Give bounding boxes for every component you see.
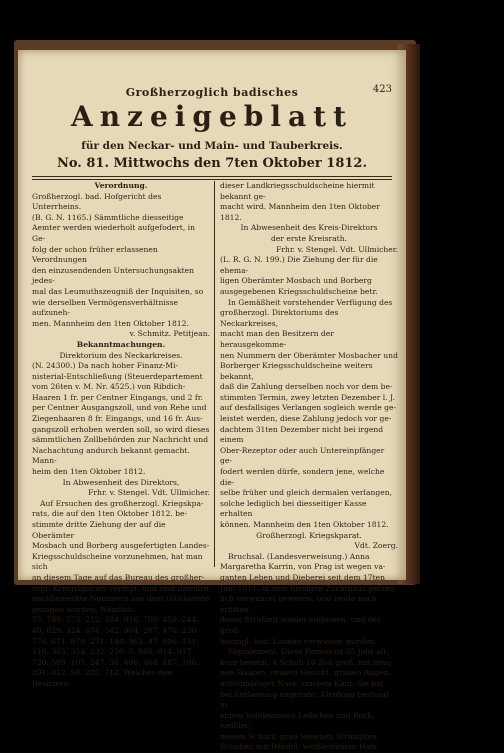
text-line: gezogen worden. Nämlich:	[32, 604, 136, 614]
text-line: mittelmäßiger Nase, rundem Kinn. Sie hat	[220, 678, 384, 688]
text-line: stimmte dritte Ziehung der auf die Oberämter	[32, 520, 166, 540]
text-line: In Gemäßheit vorstehender Verfügung des	[228, 297, 393, 307]
text-line: dener Strafzeit wieder entlassen, und der groß-	[220, 615, 381, 635]
text-line: können. Mannheim den 1ten Oktober 1812.	[220, 520, 389, 529]
text-line: heim den 1ten Oktober 1812.	[32, 467, 146, 477]
text-line: 75. 789. 573. 252. 384. 916. 700. 459. 244.	[32, 615, 199, 625]
text-line: nisterial-Entschließung (Steuerdepartement	[32, 371, 203, 381]
text-line: In Abwesenheit des Kreis-Direktors	[240, 223, 378, 233]
text-line: Juni 1811. in dem hiesigen Zuchthaus gefäng-	[220, 583, 398, 593]
text-line: dieser Landkriegsschuldscheine hiermit bekannt ge-	[220, 181, 375, 201]
text-line: kurz besetzt, 4 Schuh 10 Zoll groß, mit brau-	[220, 657, 394, 667]
text-line: macht man den Besitzern der herausgekomme-	[220, 329, 334, 349]
text-line: an diesem Tage auf das Bureau des großher-	[32, 572, 205, 582]
text-line: Frhr. v. Stengel. Vdt. Ullmicher.	[88, 488, 210, 498]
text-line: gangszoll erhoben werden soll, so wird dieses	[32, 424, 210, 434]
text-line: 720. 589. 107. 247. 36. 486. 468. 187. 196.	[32, 657, 199, 667]
column-divider	[214, 181, 215, 567]
text-line: daß die Zahlung derselben noch vor dem be-	[220, 382, 393, 392]
text-line: macht wird. Mannheim den 1ten Oktober 1812.	[220, 202, 380, 222]
text-line: Ziegenhaaren 8 fr. Eingangs, und 16 fr. Aus-	[32, 414, 203, 424]
text-line: folg der schon früher erlassenen Verordnungen	[32, 244, 158, 265]
text-line: rats, die auf den 1ten Oktober 1812. be-	[32, 509, 188, 519]
text-line: fodert werden dürfe, sondern jene, welche die-	[220, 467, 385, 487]
text-line: (B. G. N. 1165.) Sämmtliche diesseitige	[32, 212, 184, 222]
header-rule	[32, 176, 392, 177]
text-line: 891. 412. 58. 205. 712. Welches den Besitzern	[32, 668, 173, 688]
text-line: v. Schmitz. Petitjean.	[129, 329, 210, 339]
text-line: Bekanntmachungen.	[76, 339, 166, 349]
text-line: (N. 24300.) Da nach hoher Finanz-Mi-	[32, 361, 179, 371]
text-line: Schuhen mit Bändel, weißleinenem Hals-	[220, 742, 379, 752]
text-line: großherzogl. Direktoriums des Neckarkreises,	[220, 308, 339, 328]
text-line: Ober-Rezeptor oder auch Untereinpfänger ge-	[220, 445, 385, 466]
masthead-top: Großherzoglich badisches	[125, 86, 299, 99]
text-line: Großherzogl. Kriegskparat.	[256, 530, 362, 540]
text-line: Verordnung.	[94, 181, 148, 190]
text-line: bei Entlassung angehabt: Kleidung bestund in	[220, 689, 389, 710]
text-line: herzogl. bad. Landen verwiesen worden.	[220, 636, 377, 646]
text-line: (L. R. G. N. 199.) Die Ziehung der für die ehema-	[220, 255, 378, 275]
text-line: der erste Kreisrath.	[270, 233, 347, 243]
text-line: leistet werden, diese Zahlung jedoch vor ge-	[220, 414, 392, 424]
left-column	[32, 181, 210, 690]
text-line: per Centner Ausgangszoll, und von Rehe und	[32, 403, 207, 413]
header-rule	[32, 179, 392, 180]
masthead-subtitle: für den Neckar- und Main- und Tauberkreis.	[81, 140, 343, 152]
text-line: 40. 829. 324. 674. 562. 964. 207. 476. 230.	[32, 625, 199, 635]
text-line: ganten Leben und Dieberei seit dem 17ten	[220, 572, 386, 582]
text-line: dachtem 31ten Dezember nicht bei irgend einem	[220, 424, 384, 445]
text-line: 116. 365. 354. 232. 250. 5. 868. 814. 917.	[32, 647, 194, 657]
text-line: den einzusendenden Untersuchungsakten jedes-	[32, 265, 195, 286]
issue-line: No. 81. Mittwochs den 7ten Oktober 1812.	[56, 156, 368, 171]
text-line: Aemter werden wiederholt aufgefodert, in Ge-	[32, 223, 195, 243]
text-line: nen Nummern der Oberämter Mosbacher und	[220, 350, 398, 360]
text-line: In Abwesenheit des Direktors,	[62, 477, 180, 487]
text-line: Frhr. v. Stengel. Vdt. Ullmicher.	[276, 244, 398, 254]
text-line: Bruchsal. (Landesverweisung.) Anna	[228, 551, 370, 561]
text-line: Haaren 1 fr. per Centner Eingangs, und 2 fr.	[32, 392, 203, 402]
text-line: ausgegebenen Kriegsschuldscheine betr.	[220, 286, 378, 296]
text-line: 776. 671. 879. 271. 140. 963. 97. 806. 151.	[32, 636, 199, 646]
text-line: nen Haaren, ovalem Gesicht, grauen Augen,	[220, 668, 391, 678]
text-line: nenem Schurz, grau leinenen Strümpfen,	[220, 731, 380, 741]
right-column	[220, 181, 398, 753]
text-line: zogl. Kriegskparats verfügt, und sind daselbst	[32, 583, 210, 593]
newspaper-page	[18, 50, 406, 752]
text-line: lich verwahret gewesen, und heute nach erlitten-	[220, 594, 377, 614]
text-line: Signalement. Diese Person ist 55 Jahr alt,	[228, 647, 389, 657]
page-number: 423	[372, 84, 392, 95]
text-line: selbe früher und gleich dermalen verlangen,	[220, 488, 393, 498]
text-line: Margaretha Karrin, von Prag ist wegen va-	[220, 562, 386, 572]
text-line: Auf Ersuchen des großherzogl. Kriegskpa-	[40, 498, 204, 508]
text-line: wie derselben Vermögensverhältnisse aufzuneh-	[32, 297, 179, 318]
text-line: einem halbleinenen Leibchen und Rock, weißlei-	[220, 710, 375, 731]
text-line: Direktorium des Neckarkreises.	[59, 350, 183, 360]
text-line: Kriegsschuldscheine vorzunehmen, hat man sich	[32, 551, 203, 572]
text-line: Vdt. Zoerg.	[354, 541, 398, 551]
text-line: vom 26ten v. M. Nr. 4525.) von Ribdich-	[32, 382, 186, 392]
text-line: solche lediglich bei diesseitiger Kasse erhalten	[220, 498, 367, 519]
text-line: mal das Leumuthszeugniß der Inquisiten, so	[32, 286, 204, 296]
text-line: Mosbach und Borberg ausgefertigten Landes-	[32, 541, 210, 551]
text-line: ligen Oberämter Mosbach und Borberg	[220, 276, 372, 286]
text-line: sämmtlichen Zollbehörden zur Nachricht und	[32, 435, 209, 445]
text-line: nachbemerkte Nummern aus dem Glücksrade	[32, 594, 210, 604]
text-line: auf desfallsiges Verlangen sogleich werde ge-	[220, 403, 397, 413]
text-line: stimmten Termin, zwey letzten Dezember l. J.	[220, 392, 395, 402]
masthead-title: Anzeigeblatt	[70, 100, 354, 133]
text-line: Großherzogl. bad. Hofgericht des Unterrheins.	[32, 191, 162, 212]
text-line: Nachachtung andurch bekannt gemacht. Mann-	[32, 445, 190, 466]
text-line: Borberger Kriegsschuldscheine weiters bekannt,	[220, 361, 373, 381]
text-line: men. Mannheim den 1ten Oktober 1812.	[32, 318, 189, 328]
